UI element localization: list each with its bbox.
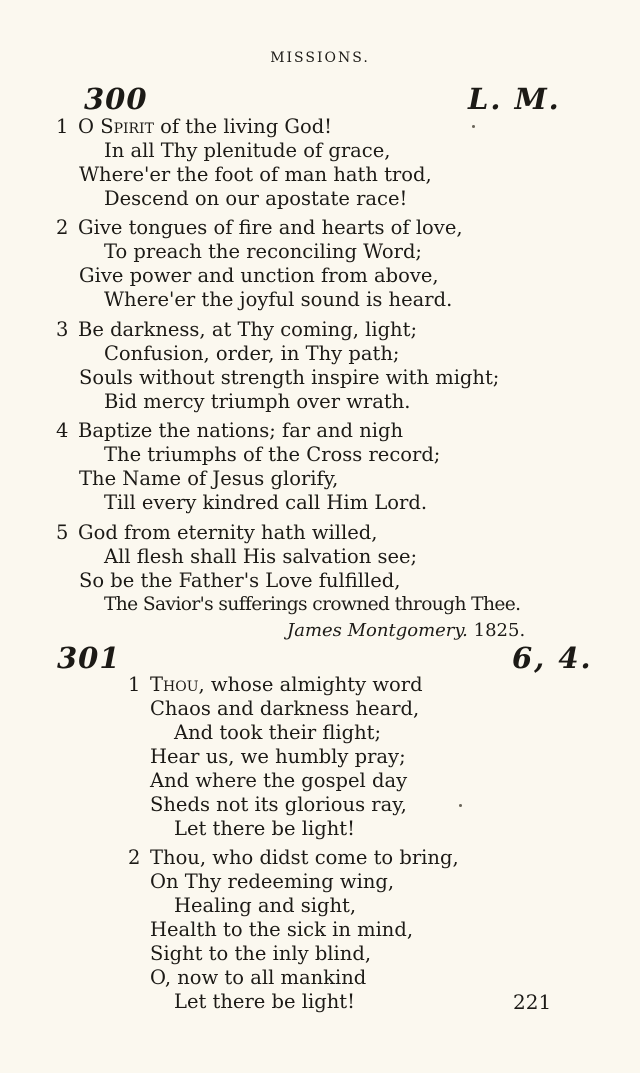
- stanza-line: [56, 115, 332, 139]
- stanza-line: Chaos and darkness heard,: [150, 697, 420, 720]
- author-year: 1825.: [473, 620, 526, 641]
- hymn-number: 301: [57, 641, 121, 675]
- stanza-line: Descend on our apostate race!: [104, 187, 408, 210]
- stanza-line: Sight to the inly blind,: [150, 942, 372, 965]
- stanza-line: The Savior's sufferings crowned through Thee.: [104, 594, 521, 615]
- hymn-meter: L. M.: [468, 82, 561, 116]
- page-number: 221: [513, 990, 552, 1014]
- stanza-line: Confusion, order, in Thy path;: [104, 342, 400, 365]
- stanza-line: Let there be light!: [174, 990, 355, 1013]
- stanza-number: 4: [56, 419, 69, 442]
- stanza-line: Health to the sick in mind,: [150, 918, 414, 941]
- stanza-line-text: Thou, who didst come to bring,: [150, 846, 459, 869]
- stanza-line: [56, 318, 417, 342]
- stanza-number: 1: [56, 115, 69, 138]
- stanza-line: Bid mercy triumph over wrath.: [104, 390, 411, 413]
- running-header: MISSIONS.: [270, 50, 370, 66]
- stanza-line: To preach the reconciling Word;: [104, 240, 422, 263]
- stanza-line: Souls without strength inspire with might;: [79, 366, 500, 389]
- stanza-line-text: O Spirit of the living God!: [78, 115, 333, 138]
- stanza-line: O, now to all mankind: [150, 966, 367, 989]
- author-name: James Montgomery.: [287, 620, 468, 641]
- stanza-line: And where the gospel day: [150, 769, 408, 792]
- stanza-line-text: God from eternity hath willed,: [78, 521, 378, 544]
- stanza-line: And took their flight;: [174, 721, 382, 744]
- stanza-line: Where'er the foot of man hath trod,: [79, 163, 432, 186]
- hymn-meter: 6, 4.: [512, 641, 593, 675]
- stanza-line-text: Be darkness, at Thy coming, light;: [78, 318, 418, 341]
- stanza-number: 3: [56, 318, 69, 341]
- stanza-line: [128, 673, 423, 697]
- stanza-line: All flesh shall His salvation see;: [104, 545, 418, 568]
- stanza-line: [56, 419, 403, 443]
- stanza-number: 2: [128, 846, 141, 869]
- stanza-number: 2: [56, 216, 69, 239]
- stanza-line: The Name of Jesus glorify,: [79, 467, 339, 490]
- stanza-line: [128, 846, 459, 870]
- stanza-line: Let there be light!: [174, 817, 355, 840]
- stanza-number: 1: [128, 673, 141, 696]
- stanza-line: Where'er the joyful sound is heard.: [104, 288, 453, 311]
- stanza-line: Healing and sight,: [174, 894, 357, 917]
- stanza-line: Hear us, we humbly pray;: [150, 745, 406, 768]
- print-speck: [472, 125, 475, 128]
- stanza-line-text: Thou, whose almighty word: [150, 673, 423, 696]
- stanza-line: Give power and unction from above,: [79, 264, 439, 287]
- stanza-line-text: Baptize the nations; far and nigh: [78, 419, 404, 442]
- stanza-line: In all Thy plenitude of grace,: [104, 139, 391, 162]
- stanza-line: Sheds not its glorious ray,: [150, 793, 407, 816]
- stanza-number: 5: [56, 521, 69, 544]
- stanza-line: So be the Father's Love fulfilled,: [79, 569, 401, 592]
- stanza-line: The triumphs of the Cross record;: [104, 443, 441, 466]
- stanza-line: [56, 521, 377, 545]
- stanza-line: Till every kindred call Him Lord.: [104, 491, 428, 514]
- stanza-line: On Thy redeeming wing,: [150, 870, 395, 893]
- stanza-line: [56, 216, 463, 240]
- hymn-number: 300: [84, 82, 148, 116]
- stanza-line-text: Give tongues of fire and hearts of love,: [78, 216, 463, 239]
- author-attribution: [287, 620, 525, 641]
- print-speck: [459, 804, 462, 807]
